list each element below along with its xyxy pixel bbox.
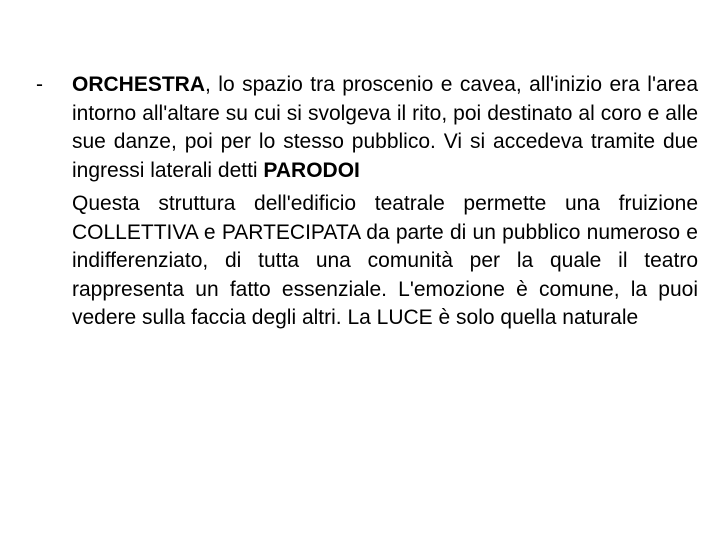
paragraph-fruizione: Questa struttura dell'edificio teatrale permette una fruizione COLLETTIVA e PARTECIPATA da parte di un pubblico numeroso e indifferenziato, di tutta una comunità per la quale il teatro rappresenta un fatto essenziale. L'emozione è comune, la puoi vedere sulla faccia degli altri. La LUCE è solo quella naturale: [72, 192, 698, 329]
orchestra-description: , lo spazio tra proscenio e cavea, all'inizio era l'area intorno all'altare su cui si svolgeva il rito, poi destinato al coro e alle sue danze, poi per lo stesso pubblico. Vi si accedeva tramite due ingressi laterali detti: [72, 73, 698, 182]
term-parodoi: PARODOI: [263, 158, 360, 182]
term-orchestra: ORCHESTRA: [72, 73, 206, 96]
bullet-dash: -: [36, 73, 43, 96]
slide-body: [72, 71, 698, 333]
paragraph-orchestra: [72, 71, 698, 185]
